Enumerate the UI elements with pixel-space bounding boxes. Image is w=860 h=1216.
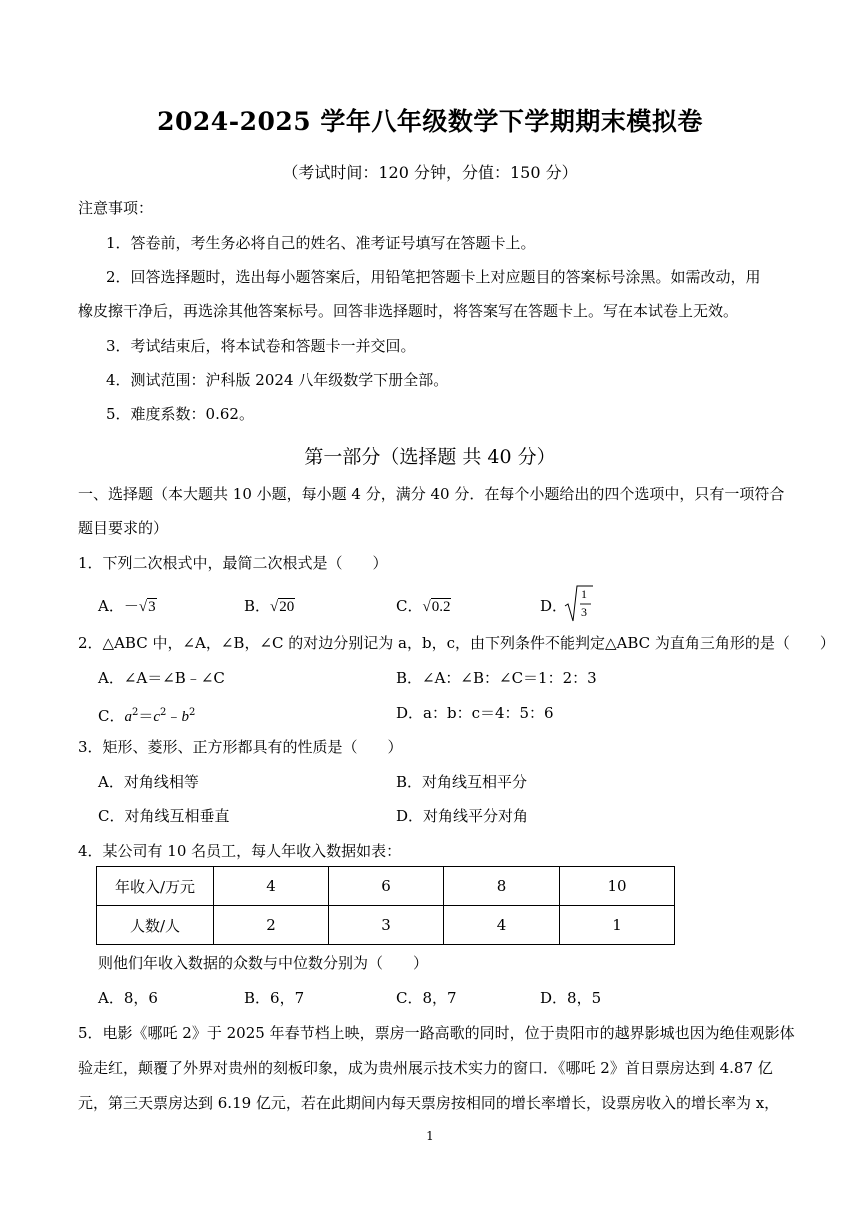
- table-cell: 4: [214, 867, 329, 906]
- q2-c-label: C．: [98, 707, 125, 725]
- q4-question: 则他们年收入数据的众数与中位数分别为（ ）: [98, 954, 429, 972]
- q1-option-c: [396, 596, 451, 617]
- q2-stem: 2．△ABC 中，∠A，∠B，∠C 的对边分别记为 a，b，c，由下列条件不能判定△ABC 为直角三角形的是（ ）: [78, 634, 835, 652]
- q5-stem-cont-1: 验走红，颠覆了外界对贵州的刻板印象，成为贵州展示技术实力的窗口．《哪吒 2》首日票房达到 4.87 亿: [78, 1059, 773, 1077]
- notice-item-2-cont: 橡皮擦干净后，再选涂其他答案标号。回答非选择题时，将答案写在答题卡上。写在本试卷上无效。: [78, 302, 739, 320]
- table-cell: 6: [329, 867, 444, 906]
- q1-option-d: [540, 596, 567, 616]
- q1-b-label: B．: [244, 597, 271, 615]
- q3-option-a: A．对角线相等: [98, 773, 199, 791]
- q2-c-var-c: c: [153, 709, 161, 725]
- q1-stem: 1．下列二次根式中，最简二次根式是（ ）: [78, 554, 388, 572]
- q1-d-numerator: 1: [581, 587, 587, 601]
- q4-option-d: D．8，5: [540, 989, 602, 1007]
- q1-d-label: D．: [540, 597, 568, 615]
- table-cell: 10: [560, 867, 675, 906]
- q1-d-radical-sign: [564, 584, 594, 624]
- q3-stem: 3．矩形、菱形、正方形都具有的性质是（ ）: [78, 738, 403, 756]
- table-cell: 人数/人: [97, 906, 214, 945]
- q2-option-b: B．∠A：∠B：∠C＝1：2：3: [396, 669, 597, 687]
- table-cell: 年收入/万元: [97, 867, 214, 906]
- q1-a-sign: －: [123, 597, 139, 615]
- q2-c-var-b: b: [181, 709, 189, 725]
- q1-c-radicand: 0.2: [431, 599, 451, 615]
- table-row: [97, 906, 675, 945]
- notice-item-2: 2．回答选择题时，选出每小题答案后，用铅笔把答题卡上对应题目的答案标号涂黑。如需改动，用: [106, 268, 761, 286]
- q5-stem-cont-2: 元，第三天票房达到 6.19 亿元，若在此期间内每天票房按相同的增长率增长，设票房收入的增长率为 x，: [78, 1094, 780, 1112]
- q2-option-c: [98, 703, 195, 727]
- q2-option-d: D．a：b：c＝4：5：6: [396, 704, 554, 722]
- notice-item-1: 1．答卷前，考生务必将自己的姓名、准考证号填写在答题卡上。: [106, 234, 536, 252]
- q2-c-exp-c: 2: [160, 707, 167, 718]
- q2-c-exp-a: 2: [131, 707, 139, 718]
- q1-c-radical: √0.2: [422, 599, 451, 615]
- table-cell: 2: [214, 906, 329, 945]
- exam-subtitle: （考试时间：120 分钟，分值：150 分）: [282, 163, 578, 182]
- q4-stem: 4．某公司有 10 名员工，每人年收入数据如表：: [78, 842, 402, 860]
- notice-item-4: 4．测试范围：沪科版 2024 八年级数学下册全部。: [106, 371, 449, 389]
- q1-c-label: C．: [396, 597, 423, 615]
- q3-option-c: C．对角线互相垂直: [98, 807, 230, 825]
- q2-c-exp-b: 2: [188, 707, 196, 718]
- q2-c-eq: ＝: [138, 707, 154, 725]
- q1-a-radicand: 3: [148, 599, 156, 615]
- table-cell: 8: [444, 867, 560, 906]
- q1-b-radicand: 20: [279, 599, 295, 615]
- notice-item-5: 5．难度系数：0.62。: [106, 405, 254, 423]
- section-title: 第一部分（选择题 共 40 分）: [304, 446, 556, 468]
- notice-heading: 注意事项：: [78, 199, 154, 217]
- q2-option-a: A．∠A＝∠B﹣∠C: [98, 669, 225, 687]
- q3-option-d: D．对角线平分对角: [396, 807, 529, 825]
- q1-a-radical: √3: [138, 599, 156, 615]
- table-cell: 1: [560, 906, 675, 945]
- table-row: [97, 867, 675, 906]
- q1-b-radical: √20: [270, 599, 295, 615]
- table-cell: 4: [444, 906, 560, 945]
- notice-item-3: 3．考试结束后，将本试卷和答题卡一并交回。: [106, 337, 416, 355]
- table-cell: 3: [329, 906, 444, 945]
- exam-title: 2024-2025 学年八年级数学下学期期末模拟卷: [157, 107, 703, 136]
- q5-stem: 5．电影《哪吒 2》于 2025 年春节档上映，票房一路高歌的同时，位于贵阳市的越界影城也因为绝佳观影体: [78, 1024, 795, 1042]
- q4-option-a: A．8，6: [98, 989, 158, 1007]
- section-instruction: 一、选择题（本大题共 10 小题，每小题 4 分，满分 40 分．在每个小题给出的四个选项中，只有一项符合: [78, 485, 785, 503]
- q3-option-b: B．对角线互相平分: [396, 773, 528, 791]
- q4-option-b: B．6，7: [244, 989, 305, 1007]
- q1-d-radical: [564, 584, 594, 624]
- q1-a-label: A．: [98, 597, 124, 615]
- q1-option-a: [98, 596, 157, 617]
- income-table: [96, 866, 675, 945]
- q1-option-b: [244, 596, 295, 617]
- page-number: 1: [426, 1129, 434, 1143]
- section-instruction-cont: 题目要求的）: [78, 519, 169, 537]
- q1-d-denominator: 3: [581, 605, 587, 619]
- q4-option-c: C．8，7: [396, 989, 457, 1007]
- q2-c-var-a: a: [124, 709, 132, 725]
- q2-c-minus: ﹣: [166, 707, 182, 725]
